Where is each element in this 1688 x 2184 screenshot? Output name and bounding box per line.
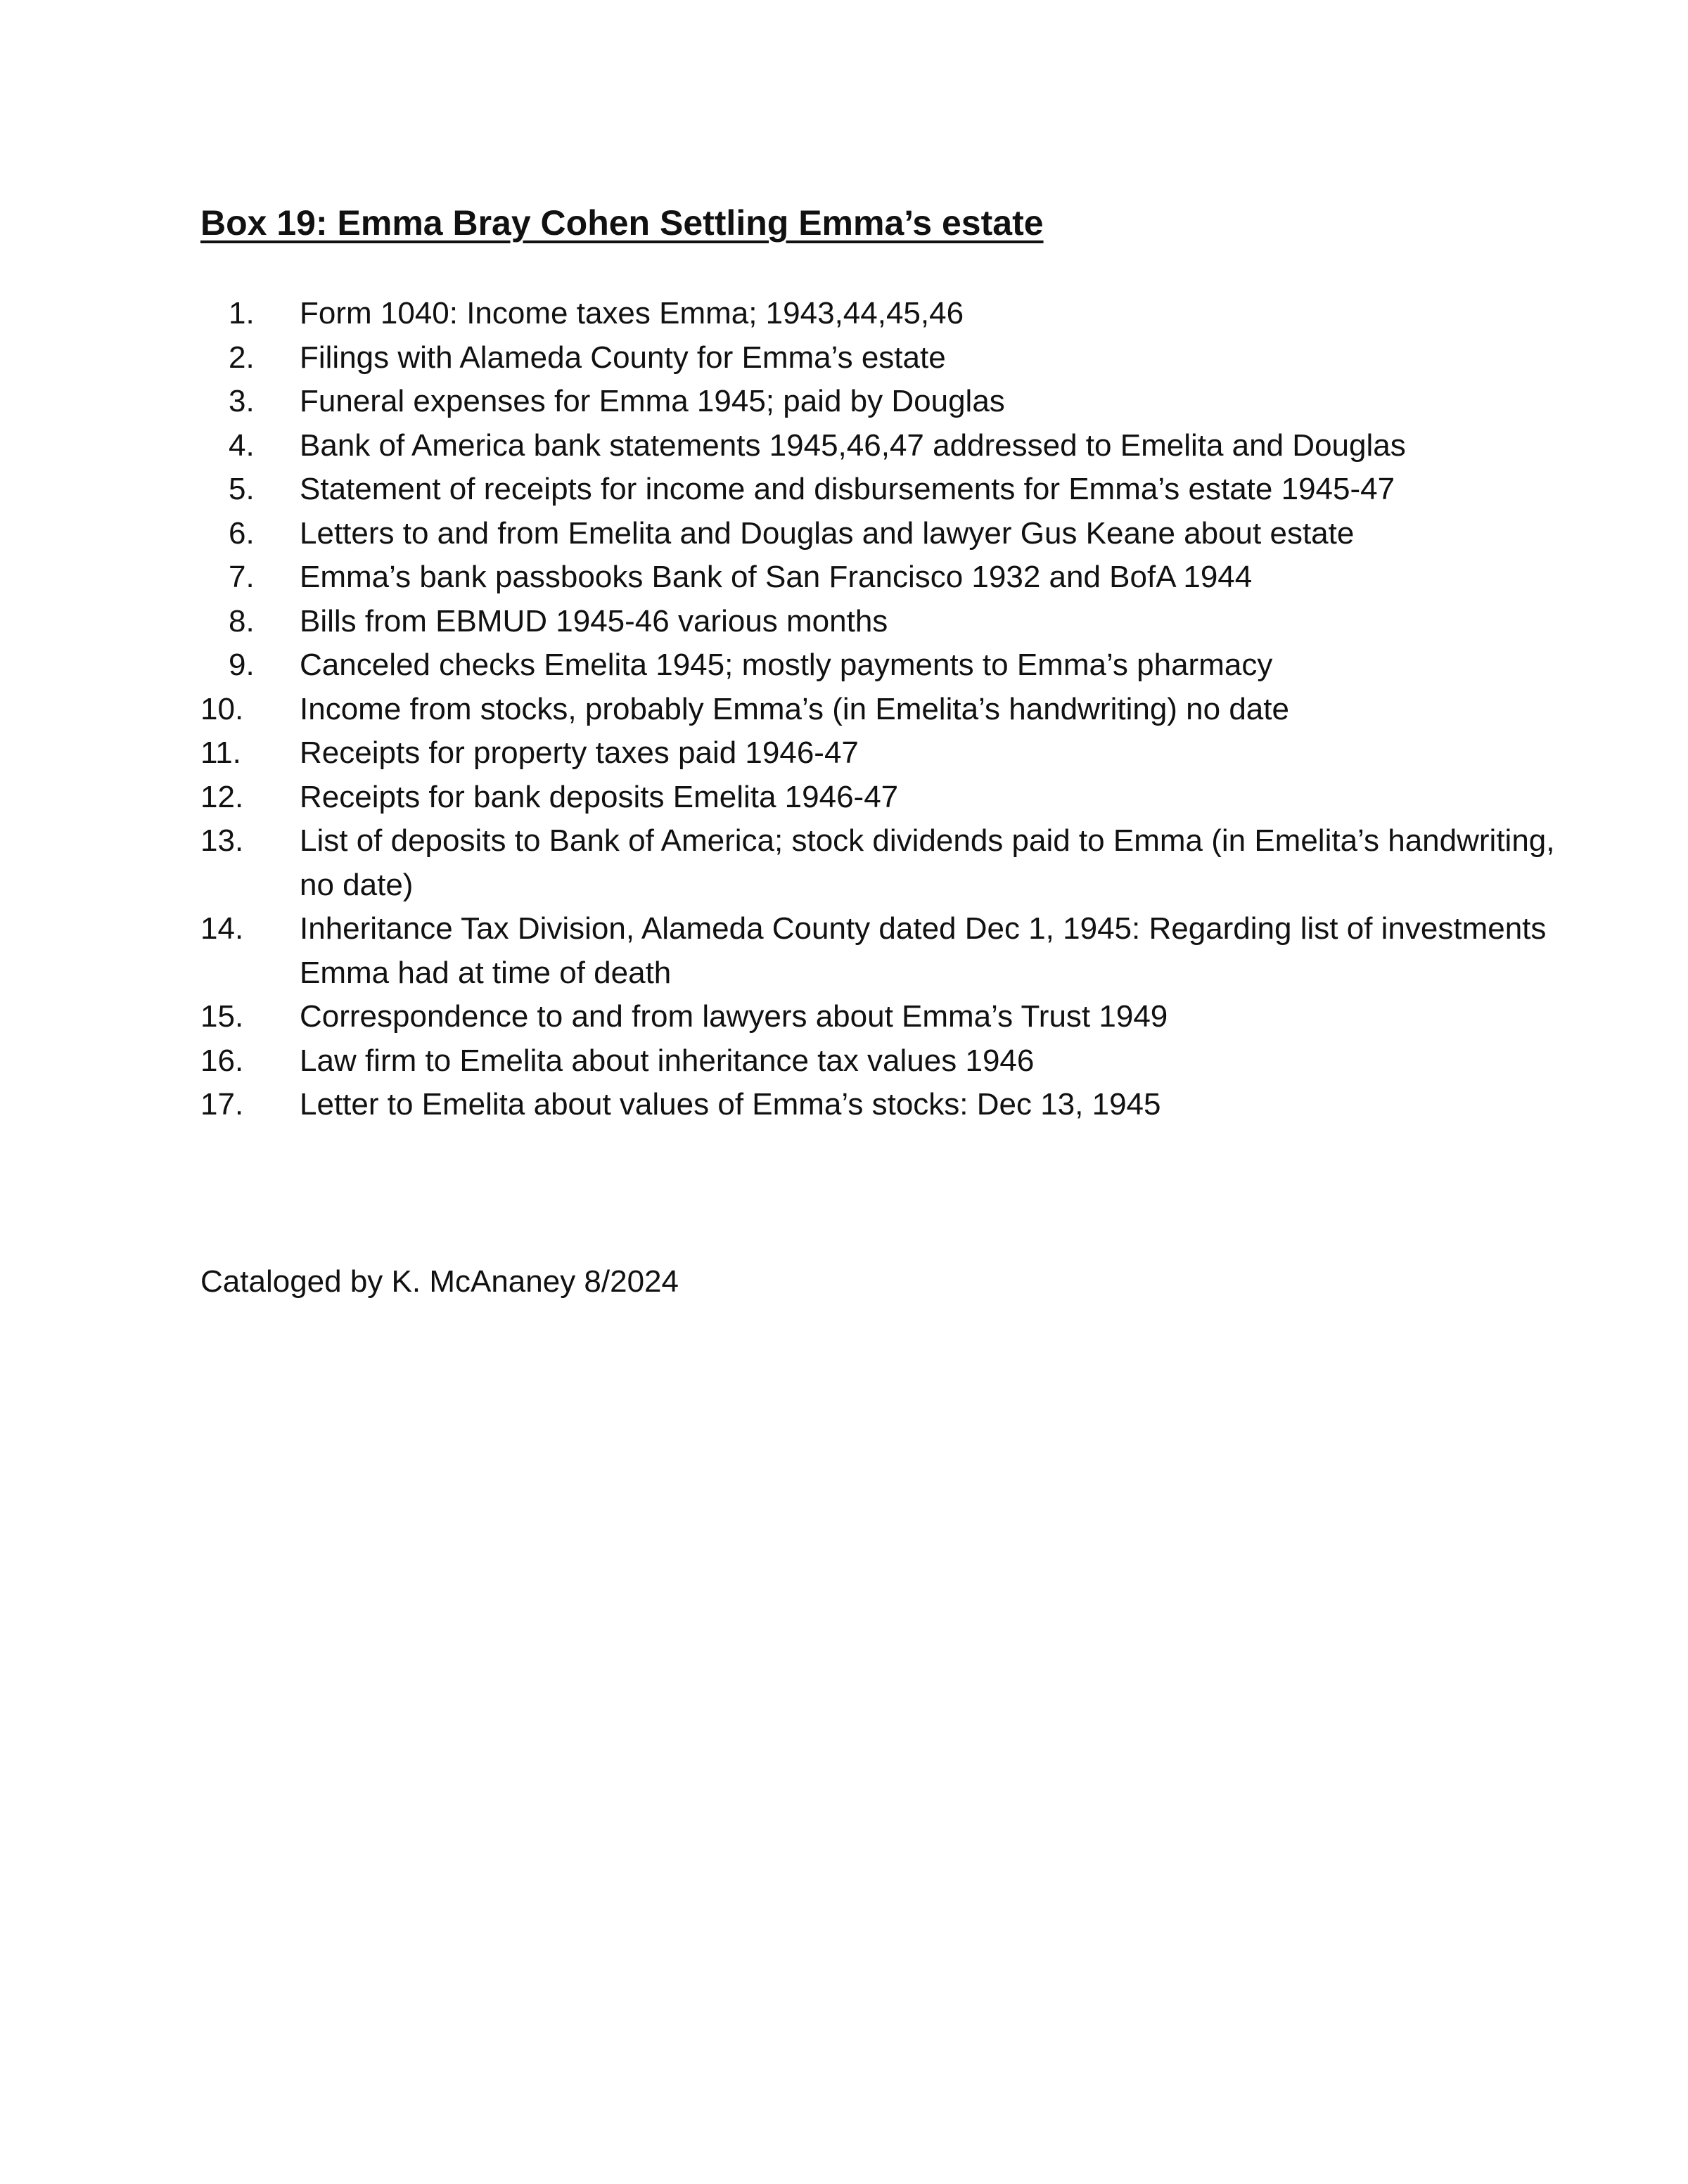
item-text: Filings with Alameda County for Emma’s estate bbox=[300, 340, 946, 375]
list-item bbox=[200, 907, 1572, 995]
list-item bbox=[200, 995, 1572, 1039]
item-text: Law firm to Emelita about inheritance tax values 1946 bbox=[300, 1043, 1035, 1078]
item-number: 12. bbox=[200, 779, 244, 814]
list-item bbox=[200, 643, 1572, 688]
list-item bbox=[200, 819, 1572, 907]
list-item bbox=[200, 1083, 1572, 1127]
item-number: 17. bbox=[200, 1087, 244, 1122]
item-text: List of deposits to Bank of America; stock dividends paid to Emma (in Emelita’s handwriting, no date) bbox=[300, 823, 1555, 902]
item-text: Funeral expenses for Emma 1945; paid by Douglas bbox=[300, 384, 1005, 418]
list-item bbox=[200, 1039, 1572, 1084]
catalog-credit: Cataloged by K. McAnaney 8/2024 bbox=[200, 1264, 679, 1299]
item-text: Canceled checks Emelita 1945; mostly payments to Emma’s pharmacy bbox=[300, 648, 1273, 682]
item-number: 13. bbox=[200, 823, 244, 858]
item-text: Receipts for property taxes paid 1946-47 bbox=[300, 736, 859, 770]
item-number: 8. bbox=[229, 603, 255, 638]
list-item bbox=[200, 468, 1572, 512]
item-number: 11. bbox=[200, 736, 241, 770]
item-text: Form 1040: Income taxes Emma; 1943,44,45,46 bbox=[300, 296, 964, 330]
item-number: 6. bbox=[229, 515, 255, 551]
item-text: Bills from EBMUD 1945-46 various months bbox=[300, 603, 888, 638]
item-text: Correspondence to and from lawyers about Emma’s Trust 1949 bbox=[300, 999, 1168, 1034]
item-text: Income from stocks, probably Emma’s (in Emelita’s handwriting) no date bbox=[300, 691, 1289, 726]
item-number: 5. bbox=[229, 472, 255, 506]
item-number: 7. bbox=[229, 560, 255, 594]
document-title: Box 19: Emma Bray Cohen Settling Emma’s estate bbox=[200, 203, 1044, 243]
list-item bbox=[200, 336, 1572, 380]
item-number: 9. bbox=[229, 648, 255, 682]
list-item bbox=[200, 555, 1572, 600]
item-text: Letters to and from Emelita and Douglas and lawyer Gus Keane about estate bbox=[300, 515, 1355, 551]
list-item bbox=[200, 600, 1572, 644]
list-item bbox=[200, 776, 1572, 820]
list-item bbox=[200, 380, 1572, 424]
item-number: 3. bbox=[229, 384, 255, 418]
list-item bbox=[200, 512, 1572, 556]
list-item bbox=[200, 731, 1572, 776]
item-list bbox=[200, 292, 1572, 1127]
item-text: Emma’s bank passbooks Bank of San Francisco 1932 and BofA 1944 bbox=[300, 560, 1253, 594]
item-number: 4. bbox=[229, 428, 255, 463]
item-number: 2. bbox=[229, 340, 255, 375]
item-number: 16. bbox=[200, 1043, 244, 1078]
list-item bbox=[200, 292, 1572, 336]
item-number: 10. bbox=[200, 691, 244, 726]
item-number: 14. bbox=[200, 911, 244, 946]
list-item bbox=[200, 688, 1572, 732]
list-item bbox=[200, 424, 1572, 468]
item-text: Inheritance Tax Division, Alameda County dated Dec 1, 1945: Regarding list of investments Emma had at time of death bbox=[300, 911, 1547, 990]
item-text: Letter to Emelita about values of Emma’s stocks: Dec 13, 1945 bbox=[300, 1087, 1161, 1122]
item-number: 15. bbox=[200, 999, 244, 1034]
item-number: 1. bbox=[229, 296, 255, 330]
item-text: Receipts for bank deposits Emelita 1946-47 bbox=[300, 779, 899, 814]
item-text: Bank of America bank statements 1945,46,47 addressed to Emelita and Douglas bbox=[300, 428, 1406, 463]
item-text: Statement of receipts for income and disbursements for Emma’s estate 1945-47 bbox=[300, 472, 1395, 506]
